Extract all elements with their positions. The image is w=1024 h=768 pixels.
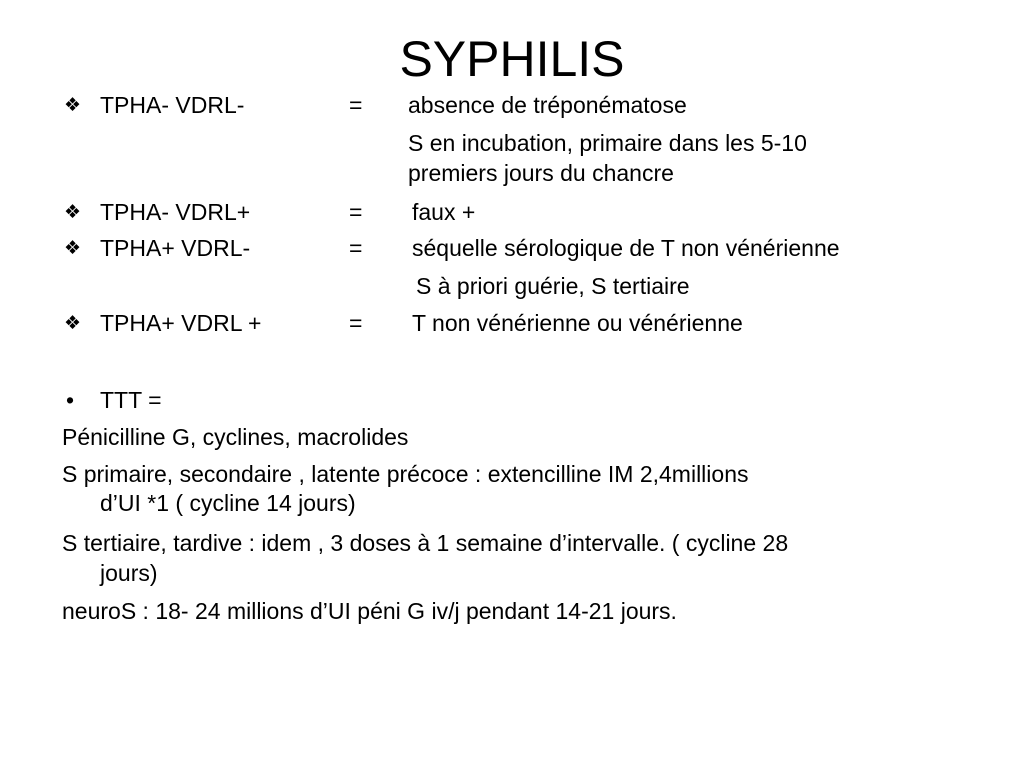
- treatment-line-continuation: jours): [100, 560, 158, 586]
- serology-combo: TPHA- VDRL+: [100, 199, 251, 225]
- serology-note: premiers jours du chancre: [408, 160, 674, 186]
- serology-equals: =: [349, 199, 363, 225]
- diamond-bullet-icon: ❖: [64, 312, 82, 334]
- serology-equals: =: [349, 235, 363, 261]
- treatment-line: neuroS : 18- 24 millions d’UI péni G iv/j pendant 14-21 jours.: [62, 598, 677, 624]
- serology-equals: =: [349, 92, 363, 118]
- diamond-bullet-icon: ❖: [64, 201, 82, 223]
- round-bullet-icon: •: [66, 387, 75, 413]
- slide-title: SYPHILIS: [399, 31, 625, 87]
- treatment-heading: TTT =: [100, 387, 162, 413]
- serology-equals: =: [349, 310, 363, 336]
- treatment-line: S tertiaire, tardive : idem , 3 doses à 1 semaine d’intervalle. ( cycline 28: [62, 530, 789, 556]
- serology-combo: TPHA- VDRL-: [100, 92, 245, 118]
- treatment-line: S primaire, secondaire , latente précoce : extencilline IM 2,4millions: [62, 461, 749, 487]
- treatment-line-continuation: d’UI *1 ( cycline 14 jours): [100, 490, 356, 516]
- serology-combo: TPHA+ VDRL-: [100, 235, 251, 261]
- serology-meaning: absence de tréponématose: [408, 92, 687, 118]
- diamond-bullet-icon: ❖: [64, 237, 82, 259]
- serology-combo: TPHA+ VDRL +: [100, 310, 262, 336]
- serology-note: S à priori guérie, S tertiaire: [416, 273, 690, 299]
- treatment-line: Pénicilline G, cyclines, macrolides: [62, 424, 409, 450]
- serology-note: S en incubation, primaire dans les 5-10: [408, 130, 807, 156]
- diamond-bullet-icon: ❖: [64, 94, 82, 116]
- serology-meaning: séquelle sérologique de T non vénérienne: [412, 235, 840, 261]
- serology-meaning: faux +: [412, 199, 476, 225]
- serology-meaning: T non vénérienne ou vénérienne: [412, 310, 743, 336]
